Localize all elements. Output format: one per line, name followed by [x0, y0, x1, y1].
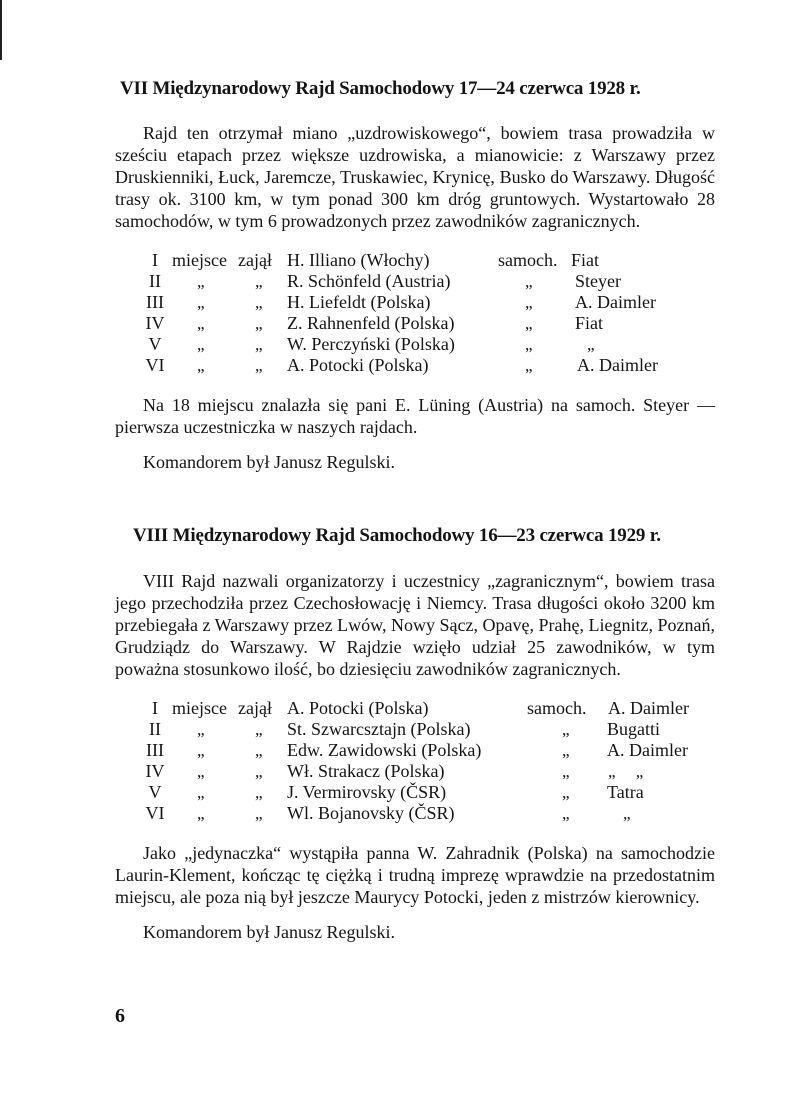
result-label-place: „ [197, 762, 205, 781]
result-label-took: „ [255, 356, 263, 375]
result-rank: V [148, 782, 162, 802]
section-note: Na 18 miejscu znalazła się pani E. Lüning (Austria) na samoch. Steyer — pierwsza uczestniczka w naszych rajdach. [115, 395, 715, 437]
page-margin-mark [0, 0, 2, 60]
result-label-place: „ [197, 272, 205, 291]
result-car-label: „ [525, 335, 533, 354]
result-label-took: „ [255, 314, 263, 333]
result-row [115, 740, 715, 761]
result-label-took: zajął [238, 250, 272, 270]
section-commander: Komandorem był Janusz Regulski. [143, 452, 395, 472]
result-car: „ [587, 335, 595, 354]
result-driver: A. Potocki (Polska) [287, 698, 429, 718]
result-row [115, 250, 715, 271]
result-rank: II [149, 271, 161, 291]
result-label-took: „ [255, 720, 263, 739]
result-label-took: „ [255, 741, 263, 760]
result-label-place: „ [197, 741, 205, 760]
result-label-place: „ [197, 314, 205, 333]
result-rank: VI [145, 355, 165, 375]
result-label-took: „ [255, 762, 263, 781]
result-row [115, 761, 715, 782]
results-table [115, 250, 715, 376]
result-rank: IV [145, 313, 165, 333]
result-row [115, 355, 715, 376]
result-label-place: „ [197, 335, 205, 354]
result-car: A. Daimler [608, 698, 689, 718]
result-label-place: miejsce [172, 250, 227, 270]
result-car: Fiat [575, 313, 604, 333]
result-row [115, 292, 715, 313]
result-driver: W. Perczyński (Polska) [287, 334, 455, 354]
result-car: A. Daimler [607, 740, 688, 760]
result-car-label: „ [562, 741, 570, 760]
section-note: Jako „jedynaczka“ wystąpiła panna W. Zahradnik (Polska) na samochodzie Laurin-Klement, kończąc tę ciężką i trudną imprezę wprawdzie na przedostatnim miejscu, ale poza nią był jeszcze Maurycy Potocki, jeden z mistrzów kierownicy. [115, 843, 715, 907]
rally-section-1929 [115, 525, 715, 943]
result-label-took: „ [255, 293, 263, 312]
rally-section-1928 [115, 78, 715, 473]
result-car: „ [623, 804, 631, 823]
result-car-label: samoch. [498, 250, 558, 270]
result-car-label: „ [562, 720, 570, 739]
section-commander: Komandorem był Janusz Regulski. [143, 922, 395, 942]
result-car-label: „ [525, 314, 533, 333]
result-row [115, 782, 715, 803]
result-rank: II [149, 719, 161, 739]
result-driver: H. Liefeldt (Polska) [287, 292, 431, 312]
result-driver: J. Vermirovsky (ČSR) [287, 782, 447, 802]
result-driver: H. Illiano (Włochy) [287, 250, 430, 270]
result-car: A. Daimler [575, 292, 656, 312]
result-label-took: „ [255, 272, 263, 291]
result-driver: Wł. Strakacz (Polska) [287, 761, 445, 781]
result-car: A. Daimler [577, 355, 658, 375]
section-intro: VIII Rajd nazwali organizatorzy i uczestnicy „zagranicznym“, bowiem trasa jego przechodziła przez Czechosłowację i Niemcy. Trasa długości około 3200 km przebiegała z Warszawy przez Lwów, Nowy Sącz, Opavę, Prahę, Liegnitz, Poznań, Grudziądz do Warszawy. W Rajdzie wzięło udział 25 zawodników, w tym poważna stosunkowo ilość, bo dziesięciu zawodników zagranicznych. [115, 571, 715, 679]
result-label-place: „ [197, 804, 205, 823]
result-car-label: „ [525, 272, 533, 291]
result-label-took: zajął [238, 698, 272, 718]
section-heading: VIII Międzynarodowy Rajd Samochodowy 16—23 czerwca 1929 r. [133, 525, 661, 546]
result-row [115, 271, 715, 292]
result-driver: Z. Rahnenfeld (Polska) [287, 313, 455, 333]
result-row [115, 334, 715, 355]
result-row [115, 313, 715, 334]
result-driver: R. Schönfeld (Austria) [287, 271, 451, 291]
result-row [115, 698, 715, 719]
result-driver: Edw. Zawidowski (Polska) [287, 740, 482, 760]
result-car-label: „ [562, 783, 570, 802]
result-rank: III [146, 740, 164, 760]
result-car-label: „ [525, 293, 533, 312]
result-rank: VI [145, 803, 165, 823]
result-car-label: „ [562, 804, 570, 823]
result-label-place: „ [197, 720, 205, 739]
result-row [115, 719, 715, 740]
result-label-place: „ [197, 293, 205, 312]
result-label-took: „ [255, 783, 263, 802]
result-car: Tatra [607, 782, 644, 802]
result-car: „ „ [608, 762, 644, 781]
result-driver: St. Szwarcsztajn (Polska) [287, 719, 471, 739]
result-car-label: samoch. [527, 698, 587, 718]
results-table [115, 698, 715, 824]
result-rank: III [146, 292, 164, 312]
result-label-place: „ [197, 356, 205, 375]
result-car: Steyer [575, 271, 621, 291]
result-driver: Wl. Bojanovsky (ČSR) [287, 803, 455, 823]
result-row [115, 803, 715, 824]
result-label-took: „ [255, 335, 263, 354]
result-driver: A. Potocki (Polska) [287, 355, 429, 375]
result-label-place: „ [197, 783, 205, 802]
result-rank: I [152, 250, 158, 270]
result-label-place: miejsce [172, 698, 227, 718]
result-label-took: „ [255, 804, 263, 823]
result-car: Bugatti [607, 719, 660, 739]
section-heading: VII Międzynarodowy Rajd Samochodowy 17—24 czerwca 1928 r. [120, 78, 641, 99]
result-car-label: „ [525, 356, 533, 375]
result-rank: IV [145, 761, 165, 781]
result-rank: I [152, 698, 158, 718]
result-car: Fiat [571, 250, 600, 270]
section-intro: Rajd ten otrzymał miano „uzdrowiskowego“, bowiem trasa prowadziła w sześciu etapach przez większe uzdrowiska, a mianowicie: z Warszawy przez Druskienniki, Łuck, Jaremcze, Truskawiec, Krynicę, Busko do Warszawy. Długość trasy ok. 3100 km, w tym ponad 300 km dróg gruntowych. Wystartowało 28 samochodów, w tym 6 prowadzonych przez zawodników zagranicznych. [115, 123, 715, 231]
result-rank: V [148, 334, 162, 354]
result-car-label: „ [562, 762, 570, 781]
page-number: 6 [115, 1005, 125, 1027]
